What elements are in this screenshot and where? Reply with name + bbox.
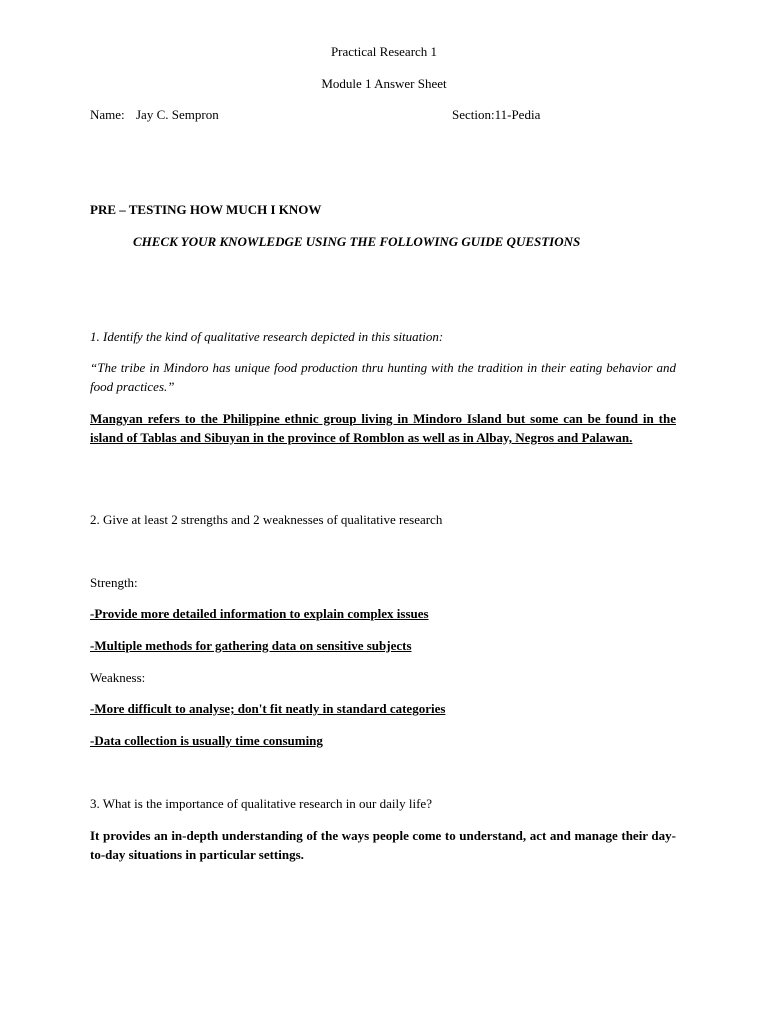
strength-item-2: -Multiple methods for gathering data on sensitive subjects — [90, 638, 412, 653]
name-value: Jay C. Sempron — [136, 107, 219, 122]
question-1: 1. Identify the kind of qualitative research depicted in this situation: — [90, 329, 444, 344]
pretest-heading: PRE – TESTING HOW MUCH I KNOW — [90, 202, 322, 217]
pretest-subheading: CHECK YOUR KNOWLEDGE USING THE FOLLOWING GUIDE QUESTIONS — [133, 234, 581, 249]
question-3: 3. What is the importance of qualitative research in our daily life? — [90, 796, 432, 811]
document-subtitle: Module 1 Answer Sheet — [321, 76, 447, 91]
section-label: Section:11-Pedia — [452, 107, 541, 122]
strength-label: Strength: — [90, 575, 138, 590]
strength-item-1: -Provide more detailed information to explain complex issues — [90, 606, 429, 621]
weakness-label: Weakness: — [90, 670, 146, 685]
document-title: Practical Research 1 — [330, 44, 438, 59]
question-1-quote: “The tribe in Mindoro has unique food production thru hunting with the tradition in their eating behavior and food practices.” — [90, 360, 676, 394]
question-3-answer: It provides an in-depth understanding of the ways people come to understand, act and manage their day-to-day situations in particular settings. — [90, 828, 676, 862]
weakness-item-2: -Data collection is usually time consuming — [90, 733, 323, 748]
question-1-answer: Mangyan refers to the Philippine ethnic group living in Mindoro Island but some can be found in the island of Tablas and Sibuyan in the province of Romblon as well as in Albay, Negros and Palawan. — [90, 411, 676, 445]
name-label: Name: — [90, 107, 125, 122]
weakness-item-1: -More difficult to analyse; don't fit neatly in standard categories — [90, 701, 446, 716]
question-2: 2. Give at least 2 strengths and 2 weaknesses of qualitative research — [90, 512, 443, 527]
